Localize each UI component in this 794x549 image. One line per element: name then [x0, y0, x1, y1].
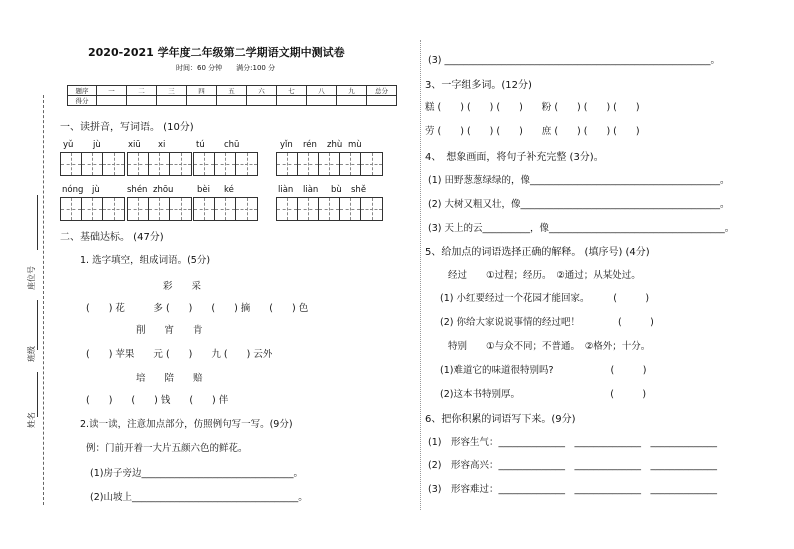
score-cell: 二 [127, 86, 157, 96]
score-cell: 一 [97, 86, 127, 96]
pinyin: rén [303, 140, 317, 150]
q4-title: 4、 想象画面，将句子补充完整 (3分)。 [425, 152, 604, 163]
page-subtitle: 时间：60 分钟 满分:100 分 [176, 64, 276, 72]
score-input[interactable] [157, 96, 187, 106]
q4-item3[interactable]: (3) 天上的云__________，像_____________________________________。 [428, 223, 735, 234]
q3-title: 3、一字组多词。(12分) [425, 80, 532, 91]
score-cell: 总分 [367, 86, 397, 96]
score-cell: 八 [307, 86, 337, 96]
q5-s1[interactable]: (1) 小红要经过一个花园才能回家。 ( ) [440, 293, 650, 304]
score-cell: 六 [247, 86, 277, 96]
item3-line[interactable]: (3) ________________________________________________________。 [428, 55, 720, 66]
score-header-row [68, 86, 397, 96]
writing-grid[interactable] [127, 197, 192, 221]
pinyin: xi [158, 140, 166, 150]
class-line [37, 300, 38, 350]
score-input[interactable] [217, 96, 247, 106]
score-row-label: 得分 [68, 96, 97, 106]
score-input[interactable] [307, 96, 337, 106]
pinyin: shén [127, 185, 148, 195]
writing-grid[interactable] [60, 152, 125, 176]
seat-line [37, 195, 38, 250]
score-input[interactable] [187, 96, 217, 106]
score-input[interactable] [97, 96, 127, 106]
q2-item2[interactable]: (2)山坡上___________________________________。 [90, 492, 308, 503]
writing-grid[interactable] [276, 152, 383, 176]
q6-item1[interactable]: (1) 形容生气：______________ ______________ ______________ [428, 437, 717, 448]
q1-chars-row1: 彩 采 [163, 281, 202, 292]
pinyin: bèi [197, 185, 210, 195]
pinyin: shě [351, 185, 367, 195]
writing-grid[interactable] [276, 197, 383, 221]
q2-title: 2.读一读，注意加点部分，仿照例句写一写。(9分) [80, 419, 293, 430]
pinyin: mù [348, 140, 362, 150]
q1-title: 1. 选字填空，组成词语。(5分) [80, 255, 211, 266]
pinyin: bù [331, 185, 342, 195]
name-line [37, 372, 38, 417]
score-input[interactable] [277, 96, 307, 106]
writing-grid[interactable] [60, 197, 125, 221]
pinyin: ké [224, 185, 234, 195]
score-input[interactable] [127, 96, 157, 106]
q6-item2[interactable]: (2) 形容高兴：______________ ______________ ______________ [428, 460, 717, 471]
q5-s4[interactable]: (2)这本书特别厚。 ( ) [440, 389, 647, 400]
score-value-row [68, 96, 397, 106]
pinyin: liàn [303, 185, 319, 195]
q4-item1[interactable]: (1) 田野葱葱绿绿的，像________________________________________。 [428, 175, 730, 186]
q5-s2[interactable]: (2) 你给大家说说事情的经过吧！ ( ) [440, 317, 654, 328]
pinyin: zhù [327, 140, 343, 150]
score-cell: 七 [277, 86, 307, 96]
score-input[interactable] [247, 96, 277, 106]
score-input[interactable] [337, 96, 367, 106]
score-cell: 三 [157, 86, 187, 96]
score-table [67, 85, 397, 106]
score-input[interactable] [367, 96, 397, 106]
pinyin: liàn [278, 185, 294, 195]
pinyin: nóng [62, 185, 84, 195]
score-cell: 题序 [68, 86, 97, 96]
q1-blanks-row1[interactable]: ( ) 花 多 ( ) ( ) 摘 ( ) 色 [86, 303, 309, 314]
section2-title: 二、基础达标。 (47分) [60, 232, 164, 243]
pinyin: chū [224, 140, 240, 150]
pinyin: jù [93, 140, 101, 150]
pinyin: yǔ [63, 140, 74, 150]
q6-item3[interactable]: (3) 形容难过：______________ ______________ ______________ [428, 484, 717, 495]
writing-grid[interactable] [193, 152, 258, 176]
section1-title: 一、读拼音，写词语。 (10分) [60, 122, 194, 133]
pinyin: xiū [128, 140, 141, 150]
q5-def2: 特别 ①与众不同；不普通。 ②格外；十分。 [448, 341, 651, 352]
q6-title: 6、把你积累的词语写下来。(9分) [425, 414, 576, 425]
q5-def1: 经过 ①过程；经历。 ②通过；从某处过。 [448, 270, 641, 281]
q4-item2[interactable]: (2) 大树又粗又壮，像__________________________________________。 [428, 199, 730, 210]
score-cell: 九 [337, 86, 367, 96]
pinyin: tú [196, 140, 205, 150]
writing-grid[interactable] [127, 152, 192, 176]
q3-row2[interactable]: 劳 ( ) ( ) ( ) 庶 ( ) ( ) ( ) [425, 126, 640, 137]
q2-example: 例：门前开着一大片五颜六色的鲜花。 [86, 443, 248, 454]
pinyin: jù [92, 185, 100, 195]
q2-item1[interactable]: (1)房子旁边________________________________。 [90, 468, 303, 479]
q3-row1[interactable]: 糕 ( ) ( ) ( ) 粉 ( ) ( ) ( ) [425, 102, 640, 113]
q1-chars-row3: 培 陪 赔 [136, 373, 203, 384]
page-title: 2020-2021 学年度二年级第二学期语文期中测试卷 [88, 46, 345, 59]
q1-blanks-row2[interactable]: ( ) 苹果 元 ( ) 九 ( ) 云外 [86, 349, 273, 360]
q1-chars-row2: 削 宵 肯 [136, 325, 203, 336]
column-divider [420, 40, 422, 510]
pinyin: yǐn [280, 140, 293, 150]
seat-label: 座位号 [27, 266, 36, 290]
score-cell: 四 [187, 86, 217, 96]
q5-title: 5、给加点的词语选择正确的解释。 (填序号) (4分) [425, 247, 650, 258]
score-cell: 五 [217, 86, 247, 96]
writing-grid[interactable] [193, 197, 258, 221]
pinyin: zhōu [153, 185, 174, 195]
name-label: 姓名 [27, 412, 36, 428]
binding-dotted-line [43, 95, 44, 505]
q5-s3[interactable]: (1)难道它的味道很特别吗? ( ) [440, 365, 647, 376]
class-label: 班级 [27, 346, 36, 362]
q1-blanks-row3[interactable]: ( ) ( ) 钱 ( ) 伴 [86, 395, 229, 406]
